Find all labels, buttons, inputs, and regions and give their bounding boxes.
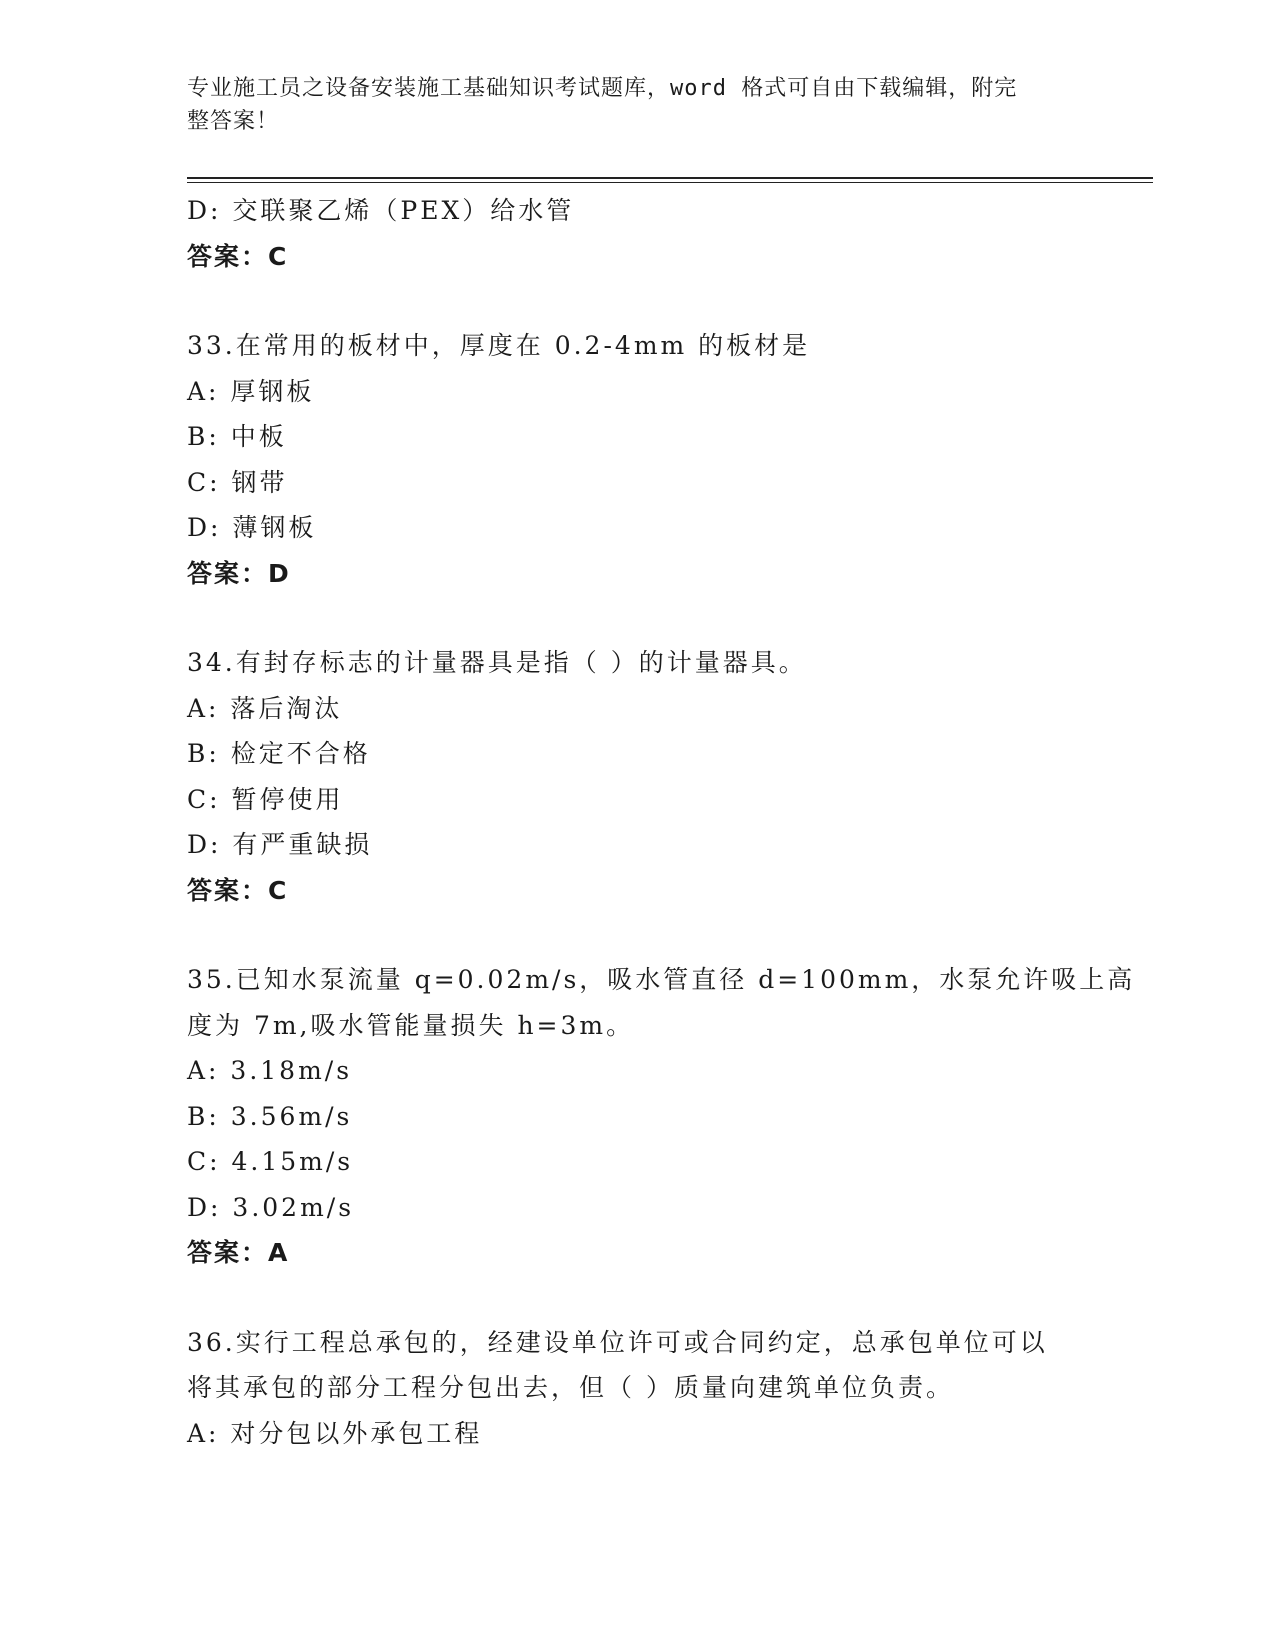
answer-line: 答案：C <box>187 875 289 905</box>
option-b: B: 中板 <box>187 422 287 451</box>
option-b: B: 检定不合格 <box>187 739 371 768</box>
question-stem-continued: 将其承包的部分工程分包出去，但（ ）质量向建筑单位负责。 <box>187 1373 954 1402</box>
option-c: C: 4.15m/s <box>187 1147 354 1176</box>
option-a: A: 厚钢板 <box>187 376 315 406</box>
option-a: A: 落后淘汰 <box>187 693 343 723</box>
option-d: D: 交联聚乙烯（PEX）给水管 <box>187 196 575 225</box>
question-list <box>187 188 1136 1456</box>
option-a: A: 对分包以外承包工程 <box>187 1418 483 1448</box>
option-d: D: 薄钢板 <box>187 513 317 542</box>
spacer <box>187 913 1087 957</box>
option-c: C: 暂停使用 <box>187 784 344 814</box>
answer-line: 答案：D <box>187 558 291 588</box>
answer-line: 答案：C <box>187 241 289 271</box>
option-c: C: 钢带 <box>187 467 288 497</box>
spacer <box>187 1276 1087 1320</box>
spacer <box>187 596 1087 640</box>
option-a: A: 3.18m/s <box>187 1056 353 1085</box>
question-stem: 35.已知水泵流量 q=0.02m/s，吸水管直径 d=100mm，水泵允许吸上高 <box>187 965 1136 994</box>
question-stem: 33.在常用的板材中，厚度在 0.2-4mm 的板材是 <box>187 331 811 360</box>
question-stem: 36.实行工程总承包的，经建设单位许可或合同约定，总承包单位可以 <box>187 1327 1048 1357</box>
option-b: B: 3.56m/s <box>187 1101 353 1131</box>
question-stem: 34.有封存标志的计量器具是指（ ）的计量器具。 <box>187 648 807 677</box>
header-line-1: 专业施工员之设备安装施工基础知识考试题库，word 格式可自由下载编辑，附完 <box>187 76 1018 101</box>
option-d: D: 有严重缺损 <box>187 830 373 859</box>
option-d: D: 3.02m/s <box>187 1192 355 1222</box>
answer-line: 答案：A <box>187 1238 290 1267</box>
document-header <box>187 72 1087 138</box>
spacer <box>187 279 1087 323</box>
header-line-2: 整答案！ <box>187 109 280 134</box>
question-stem-continued: 度为 7m,吸水管能量损失 h=3m。 <box>187 1010 635 1040</box>
header-divider <box>187 177 1153 183</box>
